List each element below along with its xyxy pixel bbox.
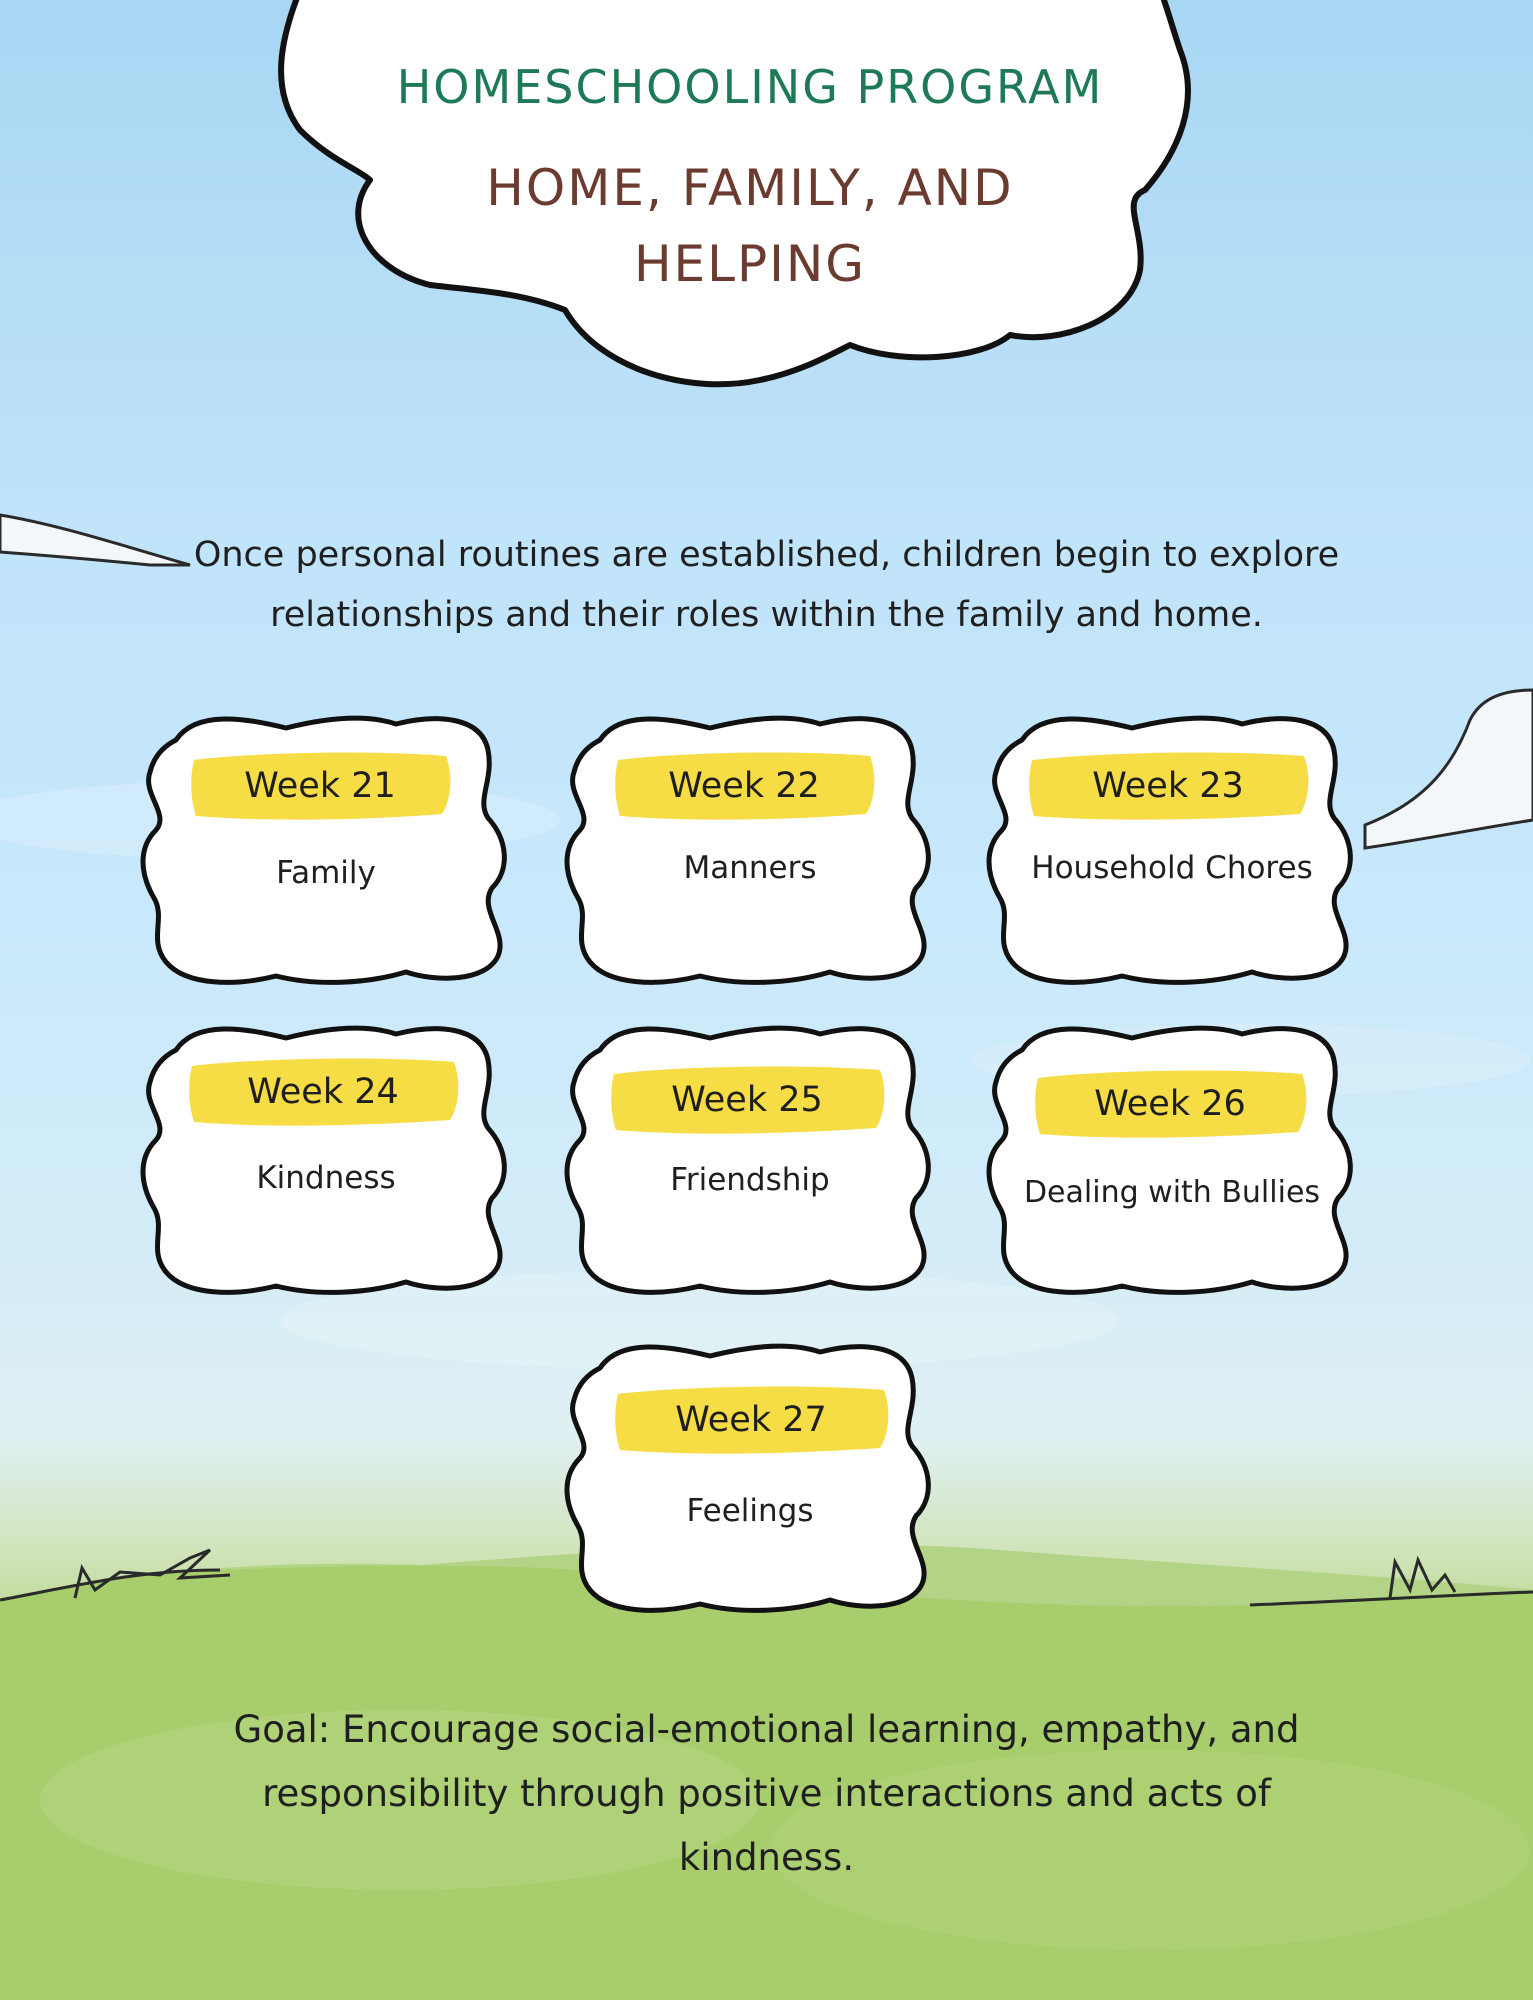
card-frame-shape bbox=[560, 1020, 940, 1298]
week-card bbox=[136, 710, 516, 988]
week-topic: Manners bbox=[683, 850, 817, 886]
week-card bbox=[560, 1020, 940, 1298]
week-card bbox=[982, 1020, 1362, 1298]
week-card bbox=[560, 710, 940, 988]
intro-text bbox=[160, 525, 1373, 645]
week-card bbox=[560, 1338, 940, 1616]
week-topic: Friendship bbox=[670, 1162, 830, 1198]
week-label-highlight bbox=[186, 1056, 460, 1128]
week-topic: Household Chores bbox=[1031, 850, 1313, 886]
program-title: HOMESCHOOLING PROGRAM bbox=[396, 60, 1104, 114]
week-topic: Kindness bbox=[256, 1160, 396, 1196]
week-label-highlight bbox=[1026, 750, 1310, 822]
week-label-highlight bbox=[608, 1064, 886, 1136]
card-frame-shape bbox=[560, 1338, 940, 1616]
card-frame-shape bbox=[982, 1020, 1362, 1298]
week-label-highlight bbox=[612, 750, 876, 822]
goal-line-3: kindness. bbox=[678, 1836, 855, 1879]
week-label: Week 21 bbox=[244, 766, 396, 806]
week-label: Week 23 bbox=[1092, 766, 1244, 806]
main-title-line-2: HELPING bbox=[633, 235, 867, 293]
week-label-highlight bbox=[188, 750, 452, 822]
week-label: Week 25 bbox=[671, 1080, 823, 1120]
week-label: Week 24 bbox=[247, 1072, 399, 1112]
week-label: Week 26 bbox=[1094, 1084, 1246, 1124]
week-topic: Family bbox=[276, 855, 376, 891]
week-label-highlight bbox=[612, 1384, 890, 1456]
goal-line-1: Goal: Encourage social-emotional learning, empathy, and bbox=[233, 1708, 1300, 1751]
week-label: Week 22 bbox=[668, 766, 820, 806]
week-label-highlight bbox=[1032, 1068, 1308, 1140]
week-card bbox=[136, 1020, 516, 1298]
goal-line-2: responsibility through positive interactions and acts of bbox=[262, 1772, 1271, 1815]
main-title bbox=[440, 150, 1060, 302]
main-title-line-1: HOME, FAMILY, AND bbox=[486, 159, 1014, 217]
intro-line-2: relationships and their roles within the family and home. bbox=[270, 595, 1263, 635]
intro-line-1: Once personal routines are established, children begin to explore bbox=[193, 535, 1340, 575]
week-topic: Dealing with Bullies bbox=[1023, 1175, 1321, 1210]
week-topic: Feelings bbox=[686, 1493, 814, 1529]
week-card bbox=[982, 710, 1362, 988]
week-label: Week 27 bbox=[675, 1400, 827, 1440]
goal-text bbox=[200, 1698, 1333, 1890]
